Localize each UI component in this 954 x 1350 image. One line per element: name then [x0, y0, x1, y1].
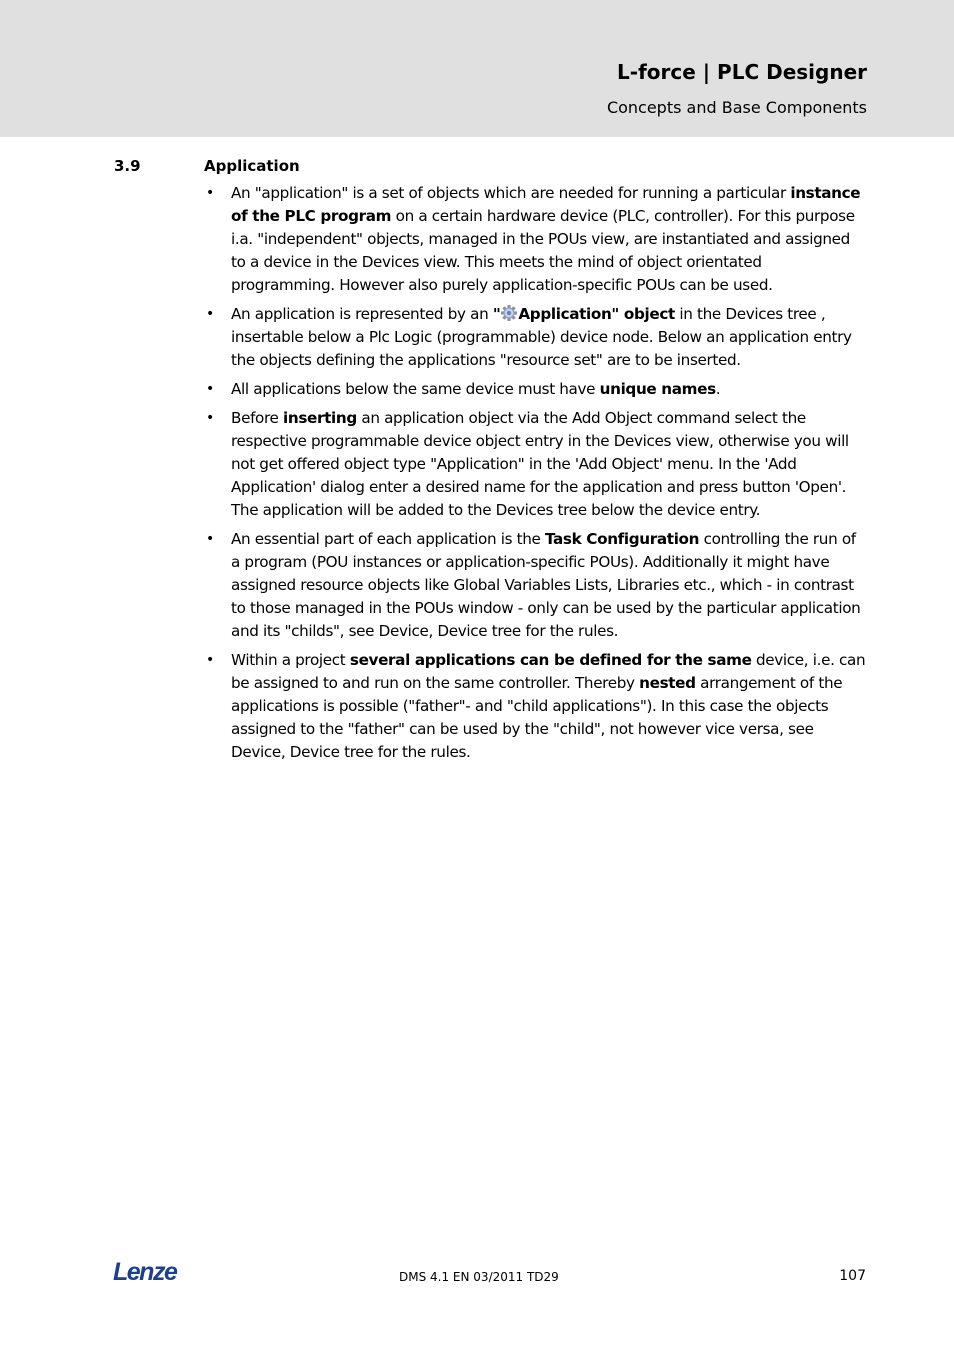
page-header [0, 0, 954, 137]
header-subtitle: Concepts and Base Components [606, 98, 867, 117]
section-number: 3.9 [114, 157, 141, 175]
bullet-list [204, 182, 868, 770]
bold-text: Task Configuration [544, 530, 700, 548]
bold-text: nested [639, 674, 696, 692]
text: in the Devices tree , insertable below a Plc Logic (programmable) device node. Below an application entry the objects defining the applications "resource set" are to be inserted. [231, 305, 852, 369]
text: Before [231, 409, 284, 427]
list-item [204, 182, 868, 297]
list-item [204, 528, 868, 643]
text: An application is represented by an [231, 305, 493, 323]
lenze-logo [113, 1259, 193, 1289]
text: controlling the run of a program (POU instances or application-specific POUs). Additionally it might have assigned resource objects like Global Variables Lists, Libraries etc., which - in contrast to those managed in the POUs window - only can be used by the particular application and its "childs", see Device, Device tree for the rules. [231, 530, 861, 640]
bullet-dot: • [206, 185, 214, 201]
text: device, i.e. can be assigned to and run on the same controller. Thereby [231, 651, 866, 692]
bullet-dot: • [206, 531, 214, 547]
text: An essential part of each application is the [231, 530, 545, 548]
text: Within a project [231, 651, 350, 669]
list-item [204, 649, 868, 764]
bullet-dot: • [206, 410, 214, 426]
bullet-dot: • [206, 381, 214, 397]
list-item [204, 303, 868, 372]
page-number: 107 [839, 1268, 866, 1284]
bullet-dot: • [206, 306, 214, 322]
text: . [715, 380, 721, 398]
bold-text: " [492, 305, 501, 323]
footer-document-id: DMS 4.1 EN 03/2011 TD29 [399, 1270, 559, 1284]
bold-text: several applications can be defined for the same [349, 651, 752, 669]
bold-text: Application" object [518, 305, 675, 323]
text: An "application" is a set of objects which are needed for running a particular [231, 184, 791, 202]
svg-text:Lenze: Lenze [113, 1259, 177, 1285]
list-item [204, 407, 868, 522]
text: arrangement of the applications is possible ("father"- and "child applications"). In this case the objects assigned to the "father" can be used by the "child", not however vice versa, see Device, Device tree for the rules. [231, 674, 843, 761]
application-gear-icon [500, 304, 518, 322]
bold-text: unique names [599, 380, 716, 398]
text: All applications below the same device must have [231, 380, 600, 398]
text: on a certain hardware device (PLC, controller). For this purpose i.a. "independent" objects, managed in the POUs view, are instantiated and assigned to a device in the Devices view. This meets the mind of object orientated programming. However also purely application-specific POUs can be used. [231, 207, 855, 294]
section-title: Application [204, 157, 300, 175]
header-title: L-force | PLC Designer [617, 60, 867, 84]
bold-text: instance of the PLC program [231, 184, 861, 225]
text: an application object via the Add Object command select the respective programmable device object entry in the Devices view, otherwise you will not get offered object type "Application" in the 'Add Object' menu. In the 'Add Application' dialog enter a desired name for the application and press button 'Open'. The application will be added to the Devices tree below the device entry. [231, 409, 849, 519]
bullet-dot: • [206, 652, 214, 668]
list-item [204, 378, 868, 401]
bold-text: inserting [283, 409, 357, 427]
